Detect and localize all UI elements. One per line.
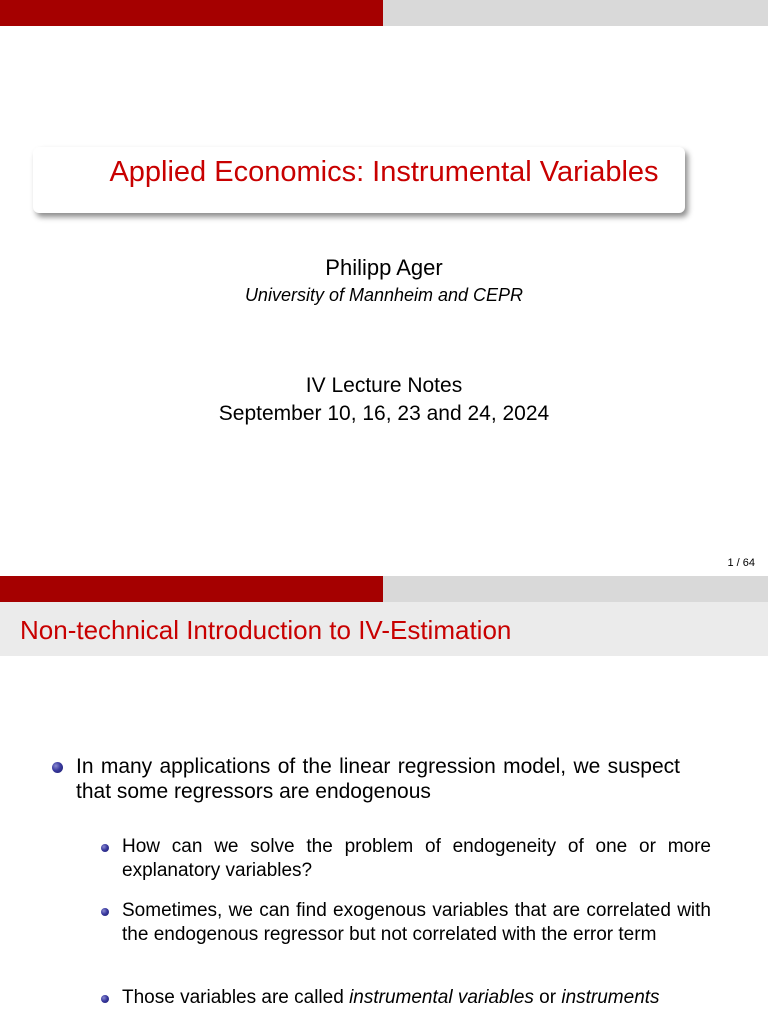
bullet-text: In many applications of the linear regression model, we suspect that some regressors are endogenous	[76, 755, 680, 803]
sub-bullet-text: How can we solve the problem of endogeneity of one or more explanatory variables?	[122, 836, 711, 881]
slide-title: Applied Economics: Instrumental Variables	[109, 156, 659, 188]
sub-bullet-item	[101, 986, 711, 1010]
sub-bullet-icon	[101, 844, 109, 852]
sub-bullet-icon	[101, 995, 109, 1003]
header-bar-gray	[383, 0, 768, 26]
bullet-icon	[52, 762, 63, 773]
lecture-notes-label: IV Lecture Notes	[305, 374, 463, 397]
sub-bullet-item	[101, 835, 711, 883]
sub-bullet-item	[101, 899, 711, 947]
author-affiliation: University of Mannheim and CEPR	[244, 285, 524, 305]
page-number: 1 / 64	[727, 557, 755, 569]
sub-bullet-text	[122, 986, 660, 1010]
header-bar	[0, 0, 768, 26]
sub-bullet-prefix: Those variables are called	[122, 987, 350, 1008]
term-instrumental-variables: instrumental variables	[349, 987, 534, 1008]
header-bar-2-red	[0, 576, 383, 602]
sub-bullet-icon	[101, 908, 109, 916]
header-bar-2-gray	[383, 576, 768, 602]
lecture-dates: September 10, 16, 23 and 24, 2024	[218, 402, 550, 425]
header-bar-2	[0, 576, 768, 602]
frame-title: Non-technical Introduction to IV-Estimation	[20, 615, 512, 645]
author-name: Philipp Ager	[325, 255, 443, 280]
sub-bullet-connector: or	[533, 987, 562, 1008]
header-bar-red	[0, 0, 383, 26]
term-instruments: instruments	[561, 987, 660, 1008]
bullet-item	[52, 754, 680, 804]
sub-bullet-text: Sometimes, we can find exogenous variables that are correlated with the endogenous regressor but not correlated with the error term	[122, 900, 711, 945]
